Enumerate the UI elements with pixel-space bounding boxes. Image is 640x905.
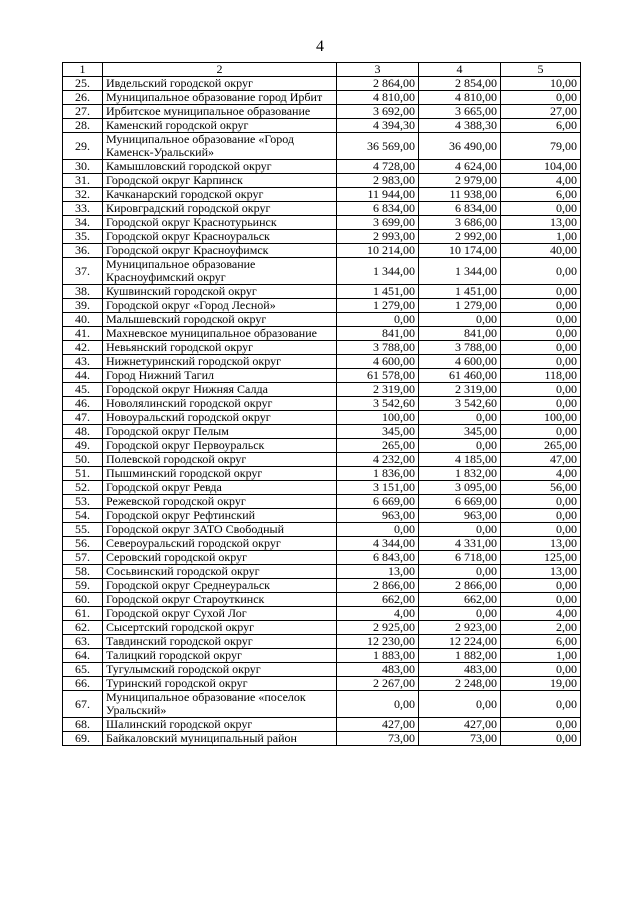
- table-row: [63, 621, 581, 635]
- column-4-value: 6 834,00: [419, 202, 501, 216]
- row-number: 39.: [63, 299, 103, 313]
- column-3-value: 4,00: [337, 607, 419, 621]
- table-row: [63, 509, 581, 523]
- row-number: 33.: [63, 202, 103, 216]
- municipality-name: Кушвинский городской округ: [103, 285, 337, 299]
- column-5-value: 13,00: [501, 216, 581, 230]
- municipality-name: Городской округ Карпинск: [103, 174, 337, 188]
- table-row: [63, 341, 581, 355]
- row-number: 58.: [63, 565, 103, 579]
- column-4-value: 963,00: [419, 509, 501, 523]
- municipality-name: Североуральский городской округ: [103, 537, 337, 551]
- municipality-name: Муниципальное образование «Город Каменск-Уральский»: [103, 133, 337, 160]
- column-4-value: 3 542,60: [419, 397, 501, 411]
- municipality-name: Городской округ Первоуральск: [103, 439, 337, 453]
- column-4-value: 2 248,00: [419, 677, 501, 691]
- column-5-value: 47,00: [501, 453, 581, 467]
- column-5-value: 1,00: [501, 649, 581, 663]
- row-number: 40.: [63, 313, 103, 327]
- column-3-value: 36 569,00: [337, 133, 419, 160]
- row-number: 49.: [63, 439, 103, 453]
- column-3-value: 13,00: [337, 565, 419, 579]
- row-number: 66.: [63, 677, 103, 691]
- column-4-value: 2 866,00: [419, 579, 501, 593]
- column-3-value: 3 699,00: [337, 216, 419, 230]
- municipality-name: Городской округ Пелым: [103, 425, 337, 439]
- row-number: 30.: [63, 160, 103, 174]
- municipality-name: Шалинский городской округ: [103, 718, 337, 732]
- table-row: [63, 649, 581, 663]
- table-row: [63, 523, 581, 537]
- municipality-name: Малышевский городской округ: [103, 313, 337, 327]
- column-header-1: 1: [63, 63, 103, 77]
- column-3-value: 841,00: [337, 327, 419, 341]
- column-5-value: 0,00: [501, 285, 581, 299]
- column-4-value: 1 451,00: [419, 285, 501, 299]
- row-number: 37.: [63, 258, 103, 285]
- municipality-name: Муниципальное образование «поселок Уральский»: [103, 691, 337, 718]
- municipality-name: Городской округ Среднеуральск: [103, 579, 337, 593]
- column-4-value: 1 832,00: [419, 467, 501, 481]
- column-3-value: 265,00: [337, 439, 419, 453]
- column-4-value: 4 388,30: [419, 119, 501, 133]
- table-row: [63, 565, 581, 579]
- table-row: [63, 258, 581, 285]
- column-5-value: 104,00: [501, 160, 581, 174]
- table-row: [63, 411, 581, 425]
- column-3-value: 2 993,00: [337, 230, 419, 244]
- column-5-value: 0,00: [501, 355, 581, 369]
- column-4-value: 0,00: [419, 523, 501, 537]
- table-row: [63, 230, 581, 244]
- municipality-name: Муниципальное образование город Ирбит: [103, 91, 337, 105]
- municipality-name: Каменский городской округ: [103, 119, 337, 133]
- table-row: [63, 299, 581, 313]
- column-4-value: 4 185,00: [419, 453, 501, 467]
- column-5-value: 40,00: [501, 244, 581, 258]
- column-4-value: 1 344,00: [419, 258, 501, 285]
- column-4-value: 1 279,00: [419, 299, 501, 313]
- row-number: 60.: [63, 593, 103, 607]
- column-5-value: 56,00: [501, 481, 581, 495]
- column-header-5: 5: [501, 63, 581, 77]
- column-4-value: 10 174,00: [419, 244, 501, 258]
- column-4-value: 2 854,00: [419, 77, 501, 91]
- table-row: [63, 439, 581, 453]
- municipality-name: Ирбитское муниципальное образование: [103, 105, 337, 119]
- column-4-value: 2 923,00: [419, 621, 501, 635]
- column-5-value: 0,00: [501, 732, 581, 746]
- table-row: [63, 383, 581, 397]
- municipality-name: Тугулымский городской округ: [103, 663, 337, 677]
- municipality-name: Махневское муниципальное образование: [103, 327, 337, 341]
- row-number: 51.: [63, 467, 103, 481]
- column-3-value: 10 214,00: [337, 244, 419, 258]
- column-5-value: 13,00: [501, 537, 581, 551]
- municipality-name: Серовский городской округ: [103, 551, 337, 565]
- municipality-name: Новоуральский городской округ: [103, 411, 337, 425]
- municipality-name: Байкаловский муниципальный район: [103, 732, 337, 746]
- column-5-value: 0,00: [501, 258, 581, 285]
- column-3-value: 3 151,00: [337, 481, 419, 495]
- table-row: [63, 313, 581, 327]
- municipality-name: Талицкий городской округ: [103, 649, 337, 663]
- municipality-name: Новолялинский городской округ: [103, 397, 337, 411]
- column-5-value: 0,00: [501, 663, 581, 677]
- column-4-value: 427,00: [419, 718, 501, 732]
- column-4-value: 1 882,00: [419, 649, 501, 663]
- municipality-name: Ивдельский городской округ: [103, 77, 337, 91]
- column-4-value: 6 718,00: [419, 551, 501, 565]
- table-row: [63, 732, 581, 746]
- column-4-value: 841,00: [419, 327, 501, 341]
- column-3-value: 662,00: [337, 593, 419, 607]
- column-3-value: 345,00: [337, 425, 419, 439]
- row-number: 26.: [63, 91, 103, 105]
- column-3-value: 6 669,00: [337, 495, 419, 509]
- table-row: [63, 551, 581, 565]
- table-row: [63, 635, 581, 649]
- row-number: 41.: [63, 327, 103, 341]
- column-4-value: 3 686,00: [419, 216, 501, 230]
- column-3-value: 4 728,00: [337, 160, 419, 174]
- column-3-value: 4 232,00: [337, 453, 419, 467]
- table-row: [63, 663, 581, 677]
- row-number: 62.: [63, 621, 103, 635]
- column-3-value: 11 944,00: [337, 188, 419, 202]
- column-3-value: 0,00: [337, 313, 419, 327]
- column-5-value: 2,00: [501, 621, 581, 635]
- column-4-value: 2 319,00: [419, 383, 501, 397]
- column-3-value: 4 344,00: [337, 537, 419, 551]
- column-3-value: 4 600,00: [337, 355, 419, 369]
- column-4-value: 4 624,00: [419, 160, 501, 174]
- row-number: 53.: [63, 495, 103, 509]
- column-4-value: 4 810,00: [419, 91, 501, 105]
- column-5-value: 0,00: [501, 327, 581, 341]
- table-row: [63, 160, 581, 174]
- table-row: [63, 481, 581, 495]
- column-3-value: 73,00: [337, 732, 419, 746]
- column-4-value: 4 331,00: [419, 537, 501, 551]
- column-4-value: 11 938,00: [419, 188, 501, 202]
- table-row: [63, 91, 581, 105]
- row-number: 46.: [63, 397, 103, 411]
- column-3-value: 0,00: [337, 691, 419, 718]
- column-3-value: 1 451,00: [337, 285, 419, 299]
- column-5-value: 13,00: [501, 565, 581, 579]
- row-number: 43.: [63, 355, 103, 369]
- table-row: [63, 188, 581, 202]
- column-3-value: 4 810,00: [337, 91, 419, 105]
- column-4-value: 0,00: [419, 565, 501, 579]
- column-3-value: 100,00: [337, 411, 419, 425]
- municipality-name: Сосьвинский городской округ: [103, 565, 337, 579]
- table-row: [63, 495, 581, 509]
- column-4-value: 3 095,00: [419, 481, 501, 495]
- column-3-value: 6 834,00: [337, 202, 419, 216]
- column-header-row: [63, 63, 581, 77]
- row-number: 54.: [63, 509, 103, 523]
- column-5-value: 0,00: [501, 718, 581, 732]
- column-3-value: 2 267,00: [337, 677, 419, 691]
- row-number: 35.: [63, 230, 103, 244]
- column-4-value: 3 788,00: [419, 341, 501, 355]
- row-number: 65.: [63, 663, 103, 677]
- column-3-value: 0,00: [337, 523, 419, 537]
- column-5-value: 118,00: [501, 369, 581, 383]
- column-3-value: 2 319,00: [337, 383, 419, 397]
- column-5-value: 6,00: [501, 119, 581, 133]
- municipality-name: Режевской городской округ: [103, 495, 337, 509]
- table-row: [63, 105, 581, 119]
- column-5-value: 0,00: [501, 91, 581, 105]
- column-5-value: 0,00: [501, 202, 581, 216]
- column-5-value: 0,00: [501, 593, 581, 607]
- row-number: 29.: [63, 133, 103, 160]
- row-number: 55.: [63, 523, 103, 537]
- column-4-value: 2 979,00: [419, 174, 501, 188]
- table-row: [63, 537, 581, 551]
- row-number: 42.: [63, 341, 103, 355]
- column-header-4: 4: [419, 63, 501, 77]
- column-3-value: 61 578,00: [337, 369, 419, 383]
- row-number: 36.: [63, 244, 103, 258]
- column-3-value: 3 692,00: [337, 105, 419, 119]
- row-number: 45.: [63, 383, 103, 397]
- column-5-value: 0,00: [501, 495, 581, 509]
- row-number: 25.: [63, 77, 103, 91]
- table-row: [63, 579, 581, 593]
- column-3-value: 2 866,00: [337, 579, 419, 593]
- column-5-value: 0,00: [501, 341, 581, 355]
- column-5-value: 4,00: [501, 607, 581, 621]
- column-5-value: 0,00: [501, 523, 581, 537]
- table-row: [63, 607, 581, 621]
- table-row: [63, 119, 581, 133]
- municipality-name: Городской округ «Город Лесной»: [103, 299, 337, 313]
- row-number: 52.: [63, 481, 103, 495]
- row-number: 63.: [63, 635, 103, 649]
- row-number: 44.: [63, 369, 103, 383]
- table-row: [63, 718, 581, 732]
- data-table: [62, 62, 581, 746]
- column-4-value: 0,00: [419, 411, 501, 425]
- row-number: 61.: [63, 607, 103, 621]
- column-4-value: 0,00: [419, 313, 501, 327]
- table-row: [63, 216, 581, 230]
- column-5-value: 0,00: [501, 509, 581, 523]
- column-3-value: 3 542,60: [337, 397, 419, 411]
- row-number: 31.: [63, 174, 103, 188]
- column-5-value: 19,00: [501, 677, 581, 691]
- municipality-name: Городской округ Сухой Лог: [103, 607, 337, 621]
- table-row: [63, 593, 581, 607]
- municipality-name: Туринский городской округ: [103, 677, 337, 691]
- municipality-name: Городской округ Краснотурьинск: [103, 216, 337, 230]
- column-5-value: 125,00: [501, 551, 581, 565]
- row-number: 28.: [63, 119, 103, 133]
- column-4-value: 6 669,00: [419, 495, 501, 509]
- row-number: 67.: [63, 691, 103, 718]
- column-3-value: 963,00: [337, 509, 419, 523]
- column-5-value: 1,00: [501, 230, 581, 244]
- column-3-value: 12 230,00: [337, 635, 419, 649]
- column-5-value: 0,00: [501, 313, 581, 327]
- column-3-value: 1 344,00: [337, 258, 419, 285]
- row-number: 27.: [63, 105, 103, 119]
- municipality-name: Город Нижний Тагил: [103, 369, 337, 383]
- municipality-name: Городской округ Красноуральск: [103, 230, 337, 244]
- column-3-value: 2 983,00: [337, 174, 419, 188]
- column-4-value: 483,00: [419, 663, 501, 677]
- municipality-name: Качканарский городской округ: [103, 188, 337, 202]
- row-number: 47.: [63, 411, 103, 425]
- column-5-value: 27,00: [501, 105, 581, 119]
- column-5-value: 0,00: [501, 397, 581, 411]
- column-3-value: 3 788,00: [337, 341, 419, 355]
- row-number: 69.: [63, 732, 103, 746]
- municipality-name: Городской округ ЗАТО Свободный: [103, 523, 337, 537]
- column-4-value: 2 992,00: [419, 230, 501, 244]
- column-5-value: 0,00: [501, 299, 581, 313]
- municipality-name: Городской округ Рефтинский: [103, 509, 337, 523]
- column-5-value: 265,00: [501, 439, 581, 453]
- column-3-value: 2 925,00: [337, 621, 419, 635]
- table-row: [63, 133, 581, 160]
- municipality-name: Муниципальное образование Красноуфимский округ: [103, 258, 337, 285]
- column-3-value: 2 864,00: [337, 77, 419, 91]
- column-3-value: 427,00: [337, 718, 419, 732]
- table-row: [63, 77, 581, 91]
- table-row: [63, 397, 581, 411]
- table-row: [63, 244, 581, 258]
- column-5-value: 4,00: [501, 467, 581, 481]
- municipality-name: Городской округ Красноуфимск: [103, 244, 337, 258]
- municipality-name: Пышминский городской округ: [103, 467, 337, 481]
- column-5-value: 6,00: [501, 635, 581, 649]
- municipality-name: Кировградский городской округ: [103, 202, 337, 216]
- column-4-value: 0,00: [419, 607, 501, 621]
- column-4-value: 662,00: [419, 593, 501, 607]
- column-4-value: 345,00: [419, 425, 501, 439]
- row-number: 34.: [63, 216, 103, 230]
- municipality-name: Камышловский городской округ: [103, 160, 337, 174]
- column-5-value: 10,00: [501, 77, 581, 91]
- column-5-value: 79,00: [501, 133, 581, 160]
- municipality-name: Сысертский городской округ: [103, 621, 337, 635]
- table-row: [63, 691, 581, 718]
- municipality-name: Городской округ Нижняя Салда: [103, 383, 337, 397]
- column-3-value: 6 843,00: [337, 551, 419, 565]
- column-5-value: 100,00: [501, 411, 581, 425]
- column-5-value: 0,00: [501, 579, 581, 593]
- municipality-name: Невьянский городской округ: [103, 341, 337, 355]
- column-4-value: 61 460,00: [419, 369, 501, 383]
- row-number: 64.: [63, 649, 103, 663]
- column-5-value: 6,00: [501, 188, 581, 202]
- column-3-value: 1 883,00: [337, 649, 419, 663]
- table-row: [63, 285, 581, 299]
- municipality-name: Городской округ Староуткинск: [103, 593, 337, 607]
- column-4-value: 36 490,00: [419, 133, 501, 160]
- row-number: 57.: [63, 551, 103, 565]
- row-number: 32.: [63, 188, 103, 202]
- row-number: 68.: [63, 718, 103, 732]
- column-4-value: 4 600,00: [419, 355, 501, 369]
- column-header-3: 3: [337, 63, 419, 77]
- row-number: 56.: [63, 537, 103, 551]
- page-number: 4: [316, 38, 324, 55]
- table-row: [63, 202, 581, 216]
- row-number: 59.: [63, 579, 103, 593]
- column-5-value: 4,00: [501, 174, 581, 188]
- column-3-value: 4 394,30: [337, 119, 419, 133]
- column-3-value: 483,00: [337, 663, 419, 677]
- table-row: [63, 174, 581, 188]
- column-5-value: 0,00: [501, 383, 581, 397]
- municipality-name: Нижнетуринский городской округ: [103, 355, 337, 369]
- municipality-name: Полевской городской округ: [103, 453, 337, 467]
- municipality-name: Тавдинский городской округ: [103, 635, 337, 649]
- table-row: [63, 677, 581, 691]
- column-4-value: 73,00: [419, 732, 501, 746]
- municipality-name: Городской округ Ревда: [103, 481, 337, 495]
- table-row: [63, 355, 581, 369]
- table-row: [63, 425, 581, 439]
- table-body: [63, 63, 581, 746]
- column-3-value: 1 836,00: [337, 467, 419, 481]
- table-row: [63, 467, 581, 481]
- column-4-value: 12 224,00: [419, 635, 501, 649]
- row-number: 48.: [63, 425, 103, 439]
- column-4-value: 3 665,00: [419, 105, 501, 119]
- column-header-2: 2: [103, 63, 337, 77]
- column-5-value: 0,00: [501, 425, 581, 439]
- column-4-value: 0,00: [419, 439, 501, 453]
- column-5-value: 0,00: [501, 691, 581, 718]
- table-row: [63, 453, 581, 467]
- column-3-value: 1 279,00: [337, 299, 419, 313]
- row-number: 50.: [63, 453, 103, 467]
- column-4-value: 0,00: [419, 691, 501, 718]
- table-row: [63, 327, 581, 341]
- table-row: [63, 369, 581, 383]
- row-number: 38.: [63, 285, 103, 299]
